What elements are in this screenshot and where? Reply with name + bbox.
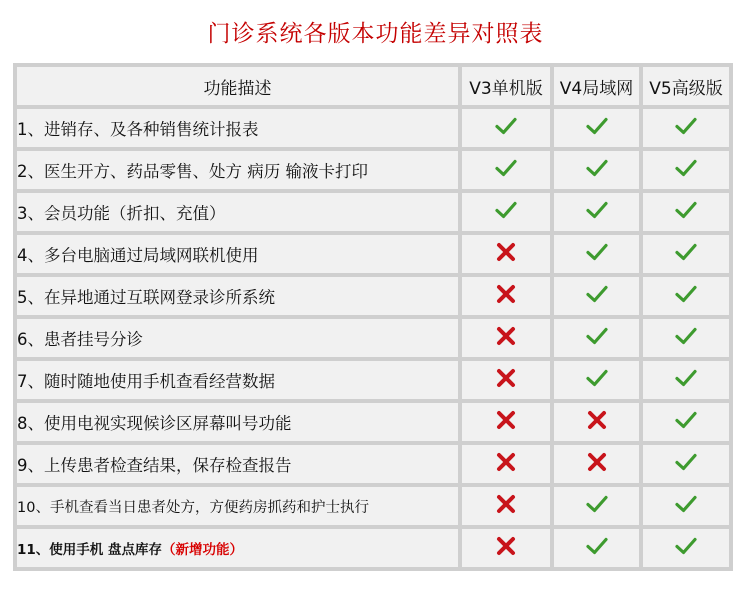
feature-cell	[17, 151, 458, 189]
check-icon	[675, 452, 697, 476]
support-cell-v4	[554, 235, 639, 273]
check-icon	[586, 242, 608, 266]
check-icon	[586, 158, 608, 182]
support-cell-v4	[554, 403, 639, 441]
cross-icon	[495, 536, 517, 560]
check-icon	[495, 116, 517, 140]
check-icon	[586, 200, 608, 224]
check-icon	[586, 326, 608, 350]
support-cell-v5	[643, 151, 729, 189]
support-cell-v3	[462, 403, 550, 441]
header-v5: V5高级版	[643, 67, 729, 105]
support-cell-v3	[462, 487, 550, 525]
table-row	[17, 319, 729, 357]
support-cell-v5	[643, 235, 729, 273]
cross-icon	[586, 452, 608, 476]
support-cell-v4	[554, 277, 639, 315]
feature-label: 1、进销存、及各种销售统计报表	[17, 120, 259, 139]
table-row	[17, 529, 729, 567]
check-icon	[675, 242, 697, 266]
support-cell-v4	[554, 445, 639, 483]
support-cell-v3	[462, 361, 550, 399]
table-row	[17, 487, 729, 525]
table-row	[17, 445, 729, 483]
support-cell-v5	[643, 445, 729, 483]
cross-icon	[495, 452, 517, 476]
check-icon	[675, 284, 697, 308]
header-row	[17, 67, 729, 105]
support-cell-v5	[643, 277, 729, 315]
support-cell-v4	[554, 109, 639, 147]
check-icon	[586, 494, 608, 518]
check-icon	[586, 116, 608, 140]
header-feature: 功能描述	[17, 67, 458, 105]
support-cell-v3	[462, 151, 550, 189]
support-cell-v5	[643, 529, 729, 567]
cross-icon	[495, 284, 517, 308]
table-row	[17, 235, 729, 273]
check-icon	[675, 116, 697, 140]
check-icon	[675, 494, 697, 518]
table-row	[17, 403, 729, 441]
feature-label: 3、会员功能（折扣、充值）	[17, 204, 226, 223]
support-cell-v3	[462, 445, 550, 483]
cross-icon	[495, 368, 517, 392]
support-cell-v3	[462, 529, 550, 567]
support-cell-v3	[462, 235, 550, 273]
feature-label: 8、使用电视实现候诊区屏幕叫号功能	[17, 414, 292, 433]
support-cell-v3	[462, 193, 550, 231]
table-row	[17, 109, 729, 147]
check-icon	[675, 158, 697, 182]
support-cell-v4	[554, 193, 639, 231]
feature-label: 10、手机查看当日患者处方，方便药房抓药和护士执行	[17, 499, 369, 516]
feature-label: 7、随时随地使用手机查看经营数据	[17, 372, 275, 391]
table-row	[17, 361, 729, 399]
cross-icon	[495, 494, 517, 518]
feature-label: 5、在异地通过互联网登录诊所系统	[17, 288, 275, 307]
support-cell-v5	[643, 361, 729, 399]
header-v3: V3单机版	[462, 67, 550, 105]
check-icon	[675, 326, 697, 350]
comparison-table	[13, 63, 733, 571]
support-cell-v5	[643, 403, 729, 441]
check-icon	[495, 200, 517, 224]
feature-label: 2、医生开方、药品零售、处方 病历 输液卡打印	[17, 162, 368, 181]
feature-label: 6、患者挂号分诊	[17, 330, 143, 349]
feature-cell	[17, 361, 458, 399]
support-cell-v4	[554, 529, 639, 567]
check-icon	[675, 368, 697, 392]
support-cell-v3	[462, 109, 550, 147]
cross-icon	[495, 242, 517, 266]
feature-cell	[17, 193, 458, 231]
cross-icon	[495, 410, 517, 434]
support-cell-v4	[554, 487, 639, 525]
feature-label: 4、多台电脑通过局域网联机使用	[17, 246, 259, 265]
support-cell-v4	[554, 151, 639, 189]
feature-label: 9、上传患者检查结果，保存检查报告	[17, 456, 292, 475]
header-v4: V4局域网	[554, 67, 639, 105]
feature-label: 11、使用手机 盘点库存	[17, 542, 162, 558]
feature-cell	[17, 109, 458, 147]
support-cell-v5	[643, 193, 729, 231]
support-cell-v5	[643, 109, 729, 147]
cross-icon	[495, 326, 517, 350]
feature-cell	[17, 403, 458, 441]
check-icon	[586, 368, 608, 392]
check-icon	[675, 536, 697, 560]
support-cell-v4	[554, 319, 639, 357]
check-icon	[495, 158, 517, 182]
feature-cell	[17, 445, 458, 483]
cross-icon	[586, 410, 608, 434]
check-icon	[586, 284, 608, 308]
support-cell-v5	[643, 319, 729, 357]
support-cell-v4	[554, 361, 639, 399]
feature-cell	[17, 319, 458, 357]
new-feature-tag: （新增功能）	[162, 542, 243, 558]
support-cell-v5	[643, 487, 729, 525]
table-row	[17, 277, 729, 315]
check-icon	[675, 410, 697, 434]
check-icon	[675, 200, 697, 224]
feature-cell	[17, 529, 458, 567]
check-icon	[586, 536, 608, 560]
page-title: 门诊系统各版本功能差异对照表	[207, 21, 544, 47]
table-row	[17, 193, 729, 231]
support-cell-v3	[462, 319, 550, 357]
feature-cell	[17, 277, 458, 315]
support-cell-v3	[462, 277, 550, 315]
feature-cell	[17, 487, 458, 525]
feature-cell	[17, 235, 458, 273]
table-row	[17, 151, 729, 189]
